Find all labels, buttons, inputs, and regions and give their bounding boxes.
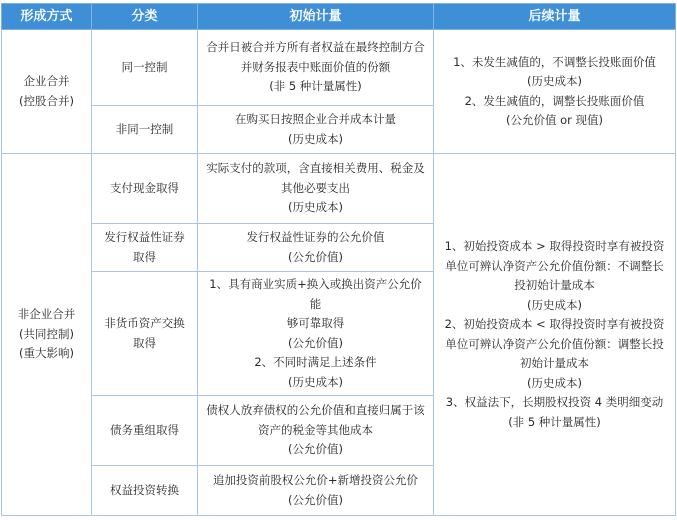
category-cell: [92, 272, 198, 396]
initial-cell: [198, 396, 434, 466]
category-line: 债务重组取得: [110, 422, 179, 437]
subsequent-line: (公允价值 or 现值): [505, 113, 604, 127]
initial-line: (非 5 种计量属性): [269, 79, 362, 94]
subsequent-line: (非 5 种计量属性): [508, 414, 601, 429]
subsequent-line: 初始计量成本: [520, 356, 589, 370]
method-line: 非企业合并: [17, 307, 76, 322]
category-cell: [92, 154, 198, 224]
subsequent-line: (历史成本): [527, 297, 582, 312]
subsequent-line: (历史成本): [527, 375, 582, 390]
category-cell: [92, 224, 198, 272]
initial-line: (历史成本): [288, 131, 343, 146]
initial-cell: [198, 466, 434, 516]
category-line: 支付现金取得: [110, 180, 179, 195]
method-line: (重大影响): [19, 346, 74, 361]
category-cell: [92, 466, 198, 516]
category-cell: [92, 106, 198, 154]
category-line: 权益投资转换: [110, 482, 179, 497]
initial-cell: [198, 154, 434, 224]
initial-line: 实际支付的款项，含直接相关费用、税金及: [206, 161, 425, 176]
header-method: 形成方式: [2, 4, 92, 30]
category-line: 同一控制: [121, 59, 168, 74]
subsequent-line: 1、未发生减值的，不调整长投账面价值: [453, 54, 656, 69]
category-cell: [92, 396, 198, 466]
subsequent-line: 2、初始投资成本 < 取得投资时享有被投资: [444, 317, 665, 331]
subsequent-line: 单位可辨认净资产公允价值份额：不调整长: [445, 258, 664, 273]
method-cell: [2, 154, 92, 516]
initial-line: 2、不同时满足上述条件: [254, 355, 377, 369]
initial-line: 其他必要支出: [281, 180, 350, 195]
initial-line: (公允价值): [288, 335, 343, 350]
category-line: 发行权益性证券: [104, 230, 185, 244]
subsequent-line: 2、发生减值的，调整长投账面价值: [464, 93, 645, 108]
category-line: 取得: [133, 249, 156, 264]
table-row: [2, 30, 676, 106]
table-row: [2, 154, 676, 224]
initial-cell: [198, 272, 434, 396]
measurement-table: [1, 3, 676, 516]
initial-line: (公允价值): [288, 249, 343, 264]
header-category: 分类: [92, 4, 198, 30]
initial-line: 合并日被合并方所有者权益在最终控制方合: [206, 40, 425, 55]
category-line: 非同一控制: [115, 121, 174, 136]
method-line: (控股合并): [19, 93, 74, 108]
subsequent-line: 投初始计量成本: [514, 278, 595, 292]
subsequent-cell: [434, 30, 676, 154]
method-cell: [2, 30, 92, 154]
header-subsequent: 后续计量: [434, 4, 676, 30]
method-line: 企业合并: [23, 74, 70, 88]
initial-line: 债权人放弃债权的公允价值和直接归属于该: [206, 403, 425, 418]
subsequent-line: 3、权益法下，长期股权投资 4 类明细变动: [445, 395, 664, 409]
header-row: [2, 4, 676, 30]
header-initial: 初始计量: [198, 4, 434, 30]
category-line: 非货币资产交换: [104, 316, 185, 330]
initial-line: (历史成本): [288, 200, 343, 215]
initial-cell: [198, 224, 434, 272]
category-cell: [92, 30, 198, 106]
initial-line: 并财务报表中账面价值的份额: [240, 59, 391, 74]
initial-line: 发行权益性证券的公允价值: [246, 230, 385, 244]
initial-line: 资产的税金等其他成本: [258, 422, 373, 437]
subsequent-line: 单位可辨认净资产公允价值份额：调整长投: [445, 336, 664, 351]
subsequent-line: 1、初始投资成本 > 取得投资时享有被投资: [444, 239, 665, 253]
subsequent-line: (历史成本): [527, 74, 582, 88]
initial-line: 够可靠取得: [286, 316, 345, 330]
subsequent-cell: [434, 154, 676, 516]
initial-line: (公允价值): [288, 442, 343, 457]
initial-cell: [198, 30, 434, 106]
initial-line: 追加投资前股权公允价+新增投资公允价: [212, 473, 419, 487]
initial-cell: [198, 106, 434, 154]
initial-line: (历史成本): [288, 374, 343, 389]
initial-line: (公允价值): [288, 492, 343, 507]
category-line: 取得: [133, 335, 156, 350]
method-line: (共同控制): [19, 326, 74, 341]
initial-line: 在购买日按照企业合并成本计量: [235, 112, 396, 126]
initial-line: 1、具有商业实质+换入或换出资产公允价能: [209, 277, 422, 311]
